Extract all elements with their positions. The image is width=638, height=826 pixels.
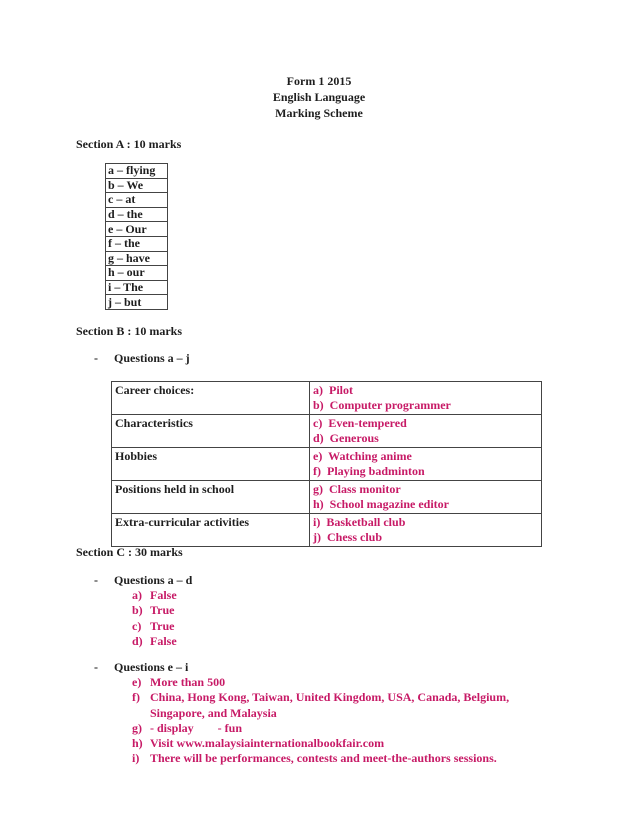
table-row — [112, 448, 542, 481]
list-item: e) More than 500 — [132, 675, 226, 689]
section-b-title: Section B : 10 marks — [76, 324, 182, 338]
section-c-bullet-2 — [94, 660, 188, 675]
dash-marker: - — [94, 660, 98, 674]
list-item: a) False — [132, 588, 177, 602]
table-row — [106, 222, 168, 237]
table-row — [106, 164, 168, 179]
document-header — [0, 73, 638, 121]
list-item: d) False — [132, 633, 177, 648]
bullet-text: Questions e – i — [114, 660, 189, 674]
table-row — [106, 266, 168, 281]
answer-cell: j – but — [106, 295, 168, 310]
answer-cell: e – Our — [106, 222, 168, 237]
answer-cell: i) Basketball club j) Chess club — [310, 514, 542, 547]
table-row — [106, 207, 168, 222]
answer-cell: e) Watching anime f) Playing badminton — [310, 448, 542, 481]
section-a-table — [105, 163, 168, 310]
table-row — [112, 382, 542, 415]
category-cell: Career choices: — [112, 382, 310, 415]
answer-cell: b – We — [106, 178, 168, 193]
list-item: i) There will be performances, contests and meet-the-authors sessions. — [132, 751, 497, 766]
bullet-text: Questions a – j — [114, 351, 190, 365]
table-row — [106, 193, 168, 208]
form-title: Form 1 2015 — [286, 74, 352, 88]
section-b-table — [111, 381, 542, 547]
answer-cell: g – have — [106, 251, 168, 266]
answer-cell: g) Class monitor h) School magazine editor — [310, 481, 542, 514]
section-b-bullet — [94, 351, 190, 366]
answer-cell: a) Pilot b) Computer programmer — [310, 382, 542, 415]
table-row — [106, 178, 168, 193]
table-row — [106, 280, 168, 295]
list-item: c) True — [132, 618, 175, 633]
answer-cell: f – the — [106, 236, 168, 251]
list-item: h) Visit www.malaysiainternationalbookfair.com — [132, 736, 385, 751]
subject-title: English Language — [272, 90, 366, 104]
category-cell: Characteristics — [112, 415, 310, 448]
answer-cell: c – at — [106, 193, 168, 208]
list-item: b) True — [132, 603, 175, 618]
bullet-text: Questions a – d — [114, 573, 193, 587]
answer-cell: h – our — [106, 266, 168, 281]
dash-marker: - — [94, 351, 98, 365]
category-cell: Hobbies — [112, 448, 310, 481]
scheme-title: Marking Scheme — [275, 106, 363, 120]
table-row — [112, 415, 542, 448]
category-cell: Extra-curricular activities — [112, 514, 310, 547]
answer-cell: i – The — [106, 280, 168, 295]
answer-cell: a – flying — [106, 164, 168, 179]
category-cell: Positions held in school — [112, 481, 310, 514]
table-row — [106, 295, 168, 310]
list-item: f) China, Hong Kong, Taiwan, United Kingdom, USA, Canada, Belgium, Singapore, and Malaysia — [132, 690, 510, 720]
table-row — [112, 481, 542, 514]
answer-cell: c) Even-tempered d) Generous — [310, 415, 542, 448]
table-row — [112, 514, 542, 547]
table-row — [106, 236, 168, 251]
section-c-title: Section C : 30 marks — [76, 545, 183, 559]
table-row — [106, 251, 168, 266]
answer-cell: d – the — [106, 207, 168, 222]
section-a-title: Section A : 10 marks — [76, 137, 182, 151]
answer-list-e-i — [132, 675, 550, 767]
section-c-bullet-1 — [94, 573, 192, 588]
dash-marker: - — [94, 573, 98, 587]
answer-list-a-d — [132, 588, 550, 649]
list-item: g) - display - fun — [132, 720, 243, 735]
